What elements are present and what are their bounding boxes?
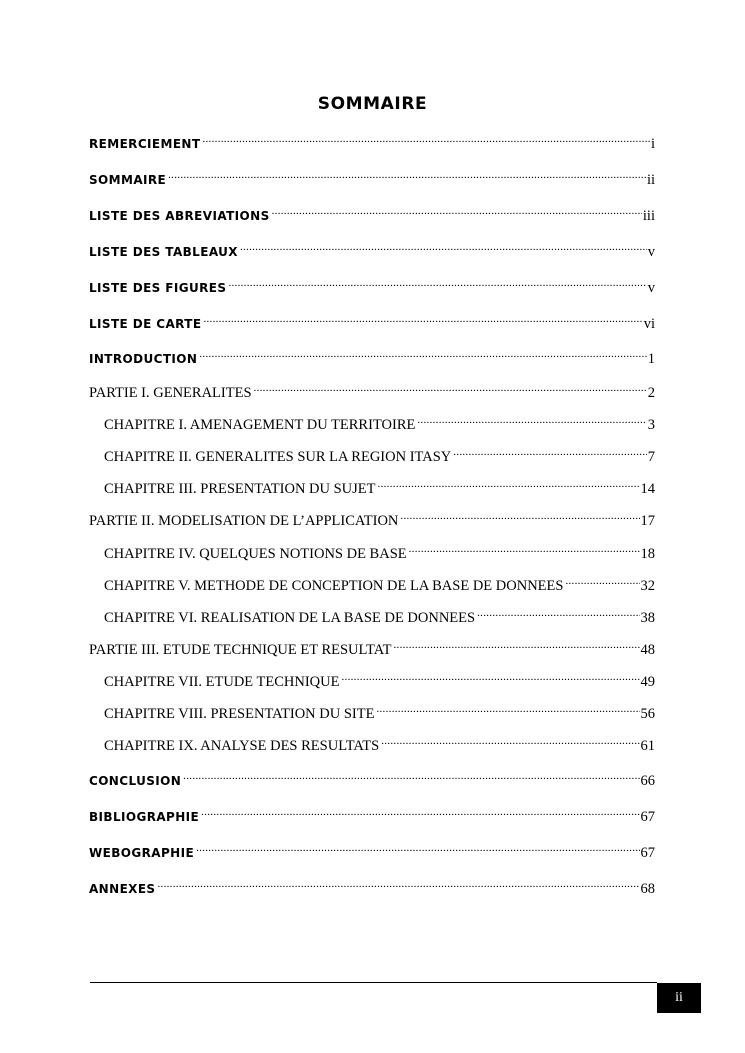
dot-leader: [240, 238, 647, 256]
dot-leader: [378, 475, 640, 493]
toc-entry-label: ANNEXES: [89, 882, 156, 896]
toc-entry-page: v: [647, 280, 655, 296]
toc-entry-label: INTRODUCTION: [89, 352, 198, 366]
toc-entry-label: CHAPITRE IV. QUELQUES NOTIONS DE BASE: [104, 546, 407, 562]
dot-leader: [168, 166, 646, 184]
toc-entry-label: CHAPITRE VII. ETUDE TECHNIQUE: [104, 674, 340, 690]
dot-leader: [196, 839, 639, 857]
toc-entry-label: SOMMAIRE: [89, 173, 167, 187]
page-number-badge: [657, 983, 701, 1013]
toc-entry-label: PARTIE III. ETUDE TECHNIQUE ET RESULTAT: [89, 642, 392, 658]
toc-entry-page: 67: [640, 809, 655, 825]
toc-entry-conclusion[interactable]: [89, 767, 655, 790]
footer-rule: [90, 982, 657, 983]
dot-leader: [381, 732, 639, 750]
toc-entry-page: 49: [640, 674, 655, 690]
dot-leader: [203, 310, 642, 328]
toc-entry-label: WEBOGRAPHIE: [89, 846, 195, 860]
toc-entry-label: LISTE DES FIGURES: [89, 281, 227, 295]
toc-entry-chapitre-3[interactable]: [104, 475, 655, 498]
toc-entry-chapitre-4[interactable]: [104, 540, 655, 563]
toc-entry-label: BIBLIOGRAPHIE: [89, 810, 200, 824]
dot-leader: [409, 540, 640, 558]
toc-entry-page: 7: [647, 449, 655, 465]
toc-entry-webographie[interactable]: [89, 839, 655, 862]
dot-leader: [376, 700, 639, 718]
toc-entry-label: CHAPITRE II. GENERALITES SUR LA REGION ITASY: [104, 449, 452, 465]
toc-entry-liste-des-tableaux[interactable]: [89, 238, 655, 261]
toc-entry-page: 38: [640, 610, 655, 626]
toc-entry-label: REMERCIEMENT: [89, 137, 201, 151]
toc-entry-sommaire[interactable]: [89, 166, 655, 189]
dot-leader: [157, 875, 639, 893]
toc-entry-label: CONCLUSION: [89, 774, 182, 788]
toc-entry-page: 2: [647, 385, 655, 401]
dot-leader: [201, 803, 639, 821]
toc-entry-liste-de-carte[interactable]: [89, 310, 655, 333]
toc-entry-page: 48: [640, 642, 655, 658]
toc-entry-label: CHAPITRE VIII. PRESENTATION DU SITE: [104, 706, 375, 722]
toc-entry-page: 17: [640, 513, 655, 529]
toc-entry-page: 67: [640, 845, 655, 861]
dot-leader: [400, 507, 639, 525]
toc-entry-page: iii: [642, 208, 655, 224]
toc-entry-liste-des-figures[interactable]: [89, 274, 655, 297]
toc-entry-label: LISTE DES ABREVIATIONS: [89, 209, 270, 223]
toc-entry-page: 68: [640, 881, 655, 897]
dot-leader: [477, 604, 639, 622]
toc-entry-label: CHAPITRE VI. REALISATION DE LA BASE DE DONNEES: [104, 610, 476, 626]
toc-entry-page: i: [650, 136, 655, 152]
dot-leader: [254, 379, 647, 397]
toc-entry-page: 1: [647, 351, 655, 367]
toc-entry-annexes[interactable]: [89, 875, 655, 898]
page-number: ii: [675, 990, 683, 1005]
toc-entry-label: CHAPITRE I. AMENAGEMENT DU TERRITOIRE: [104, 417, 416, 433]
toc-entry-partie-1[interactable]: [89, 379, 655, 402]
toc-entry-label: CHAPITRE III. PRESENTATION DU SUJET: [104, 481, 376, 497]
toc-entry-remerciement[interactable]: [89, 130, 655, 153]
toc-entry-liste-des-abreviations[interactable]: [89, 202, 655, 225]
toc-entry-page: ii: [646, 172, 655, 188]
dot-leader: [183, 767, 639, 785]
dot-leader: [202, 130, 650, 148]
dot-leader: [417, 411, 646, 429]
toc-entry-bibliographie[interactable]: [89, 803, 655, 826]
toc-entry-label: PARTIE I. GENERALITES: [89, 385, 252, 401]
toc-entry-label: PARTIE II. MODELISATION DE L’APPLICATION: [89, 513, 399, 529]
page-title: SOMMAIRE: [317, 94, 428, 114]
dot-leader: [393, 636, 639, 654]
toc-entry-page: 61: [640, 738, 655, 754]
toc-entry-chapitre-1[interactable]: [104, 411, 655, 434]
toc-entry-label: LISTE DE CARTE: [89, 317, 202, 331]
toc-entry-chapitre-2[interactable]: [104, 443, 655, 466]
dot-leader: [272, 202, 642, 220]
toc-entry-chapitre-7[interactable]: [104, 668, 655, 691]
toc-entry-label: CHAPITRE V. METHODE DE CONCEPTION DE LA BASE DE DONNEES: [104, 578, 564, 594]
toc-entry-label: LISTE DES TABLEAUX: [89, 245, 238, 259]
dot-leader: [453, 443, 647, 461]
dot-leader: [199, 345, 646, 363]
toc-entry-page: 66: [640, 773, 655, 789]
toc-entry-page: v: [647, 244, 655, 260]
toc-entry-page: 56: [640, 706, 655, 722]
toc-entry-chapitre-8[interactable]: [104, 700, 655, 723]
toc-entry-chapitre-6[interactable]: [104, 604, 655, 627]
toc-entry-page: 3: [647, 417, 655, 433]
toc-entry-partie-3[interactable]: [89, 636, 655, 659]
toc-entry-page: 32: [640, 578, 655, 594]
toc-entry-introduction[interactable]: [89, 345, 655, 368]
dot-leader: [565, 572, 639, 590]
toc-entry-page: 14: [640, 481, 655, 497]
toc-entry-partie-2[interactable]: [89, 507, 655, 530]
dot-leader: [228, 274, 646, 292]
toc-entry-page: vi: [643, 316, 655, 332]
dot-leader: [341, 668, 639, 686]
toc-entry-label: CHAPITRE IX. ANALYSE DES RESULTATS: [104, 738, 380, 754]
toc-entry-chapitre-5[interactable]: [104, 572, 655, 595]
toc-entry-chapitre-9[interactable]: [104, 732, 655, 755]
toc-entry-page: 18: [640, 546, 655, 562]
